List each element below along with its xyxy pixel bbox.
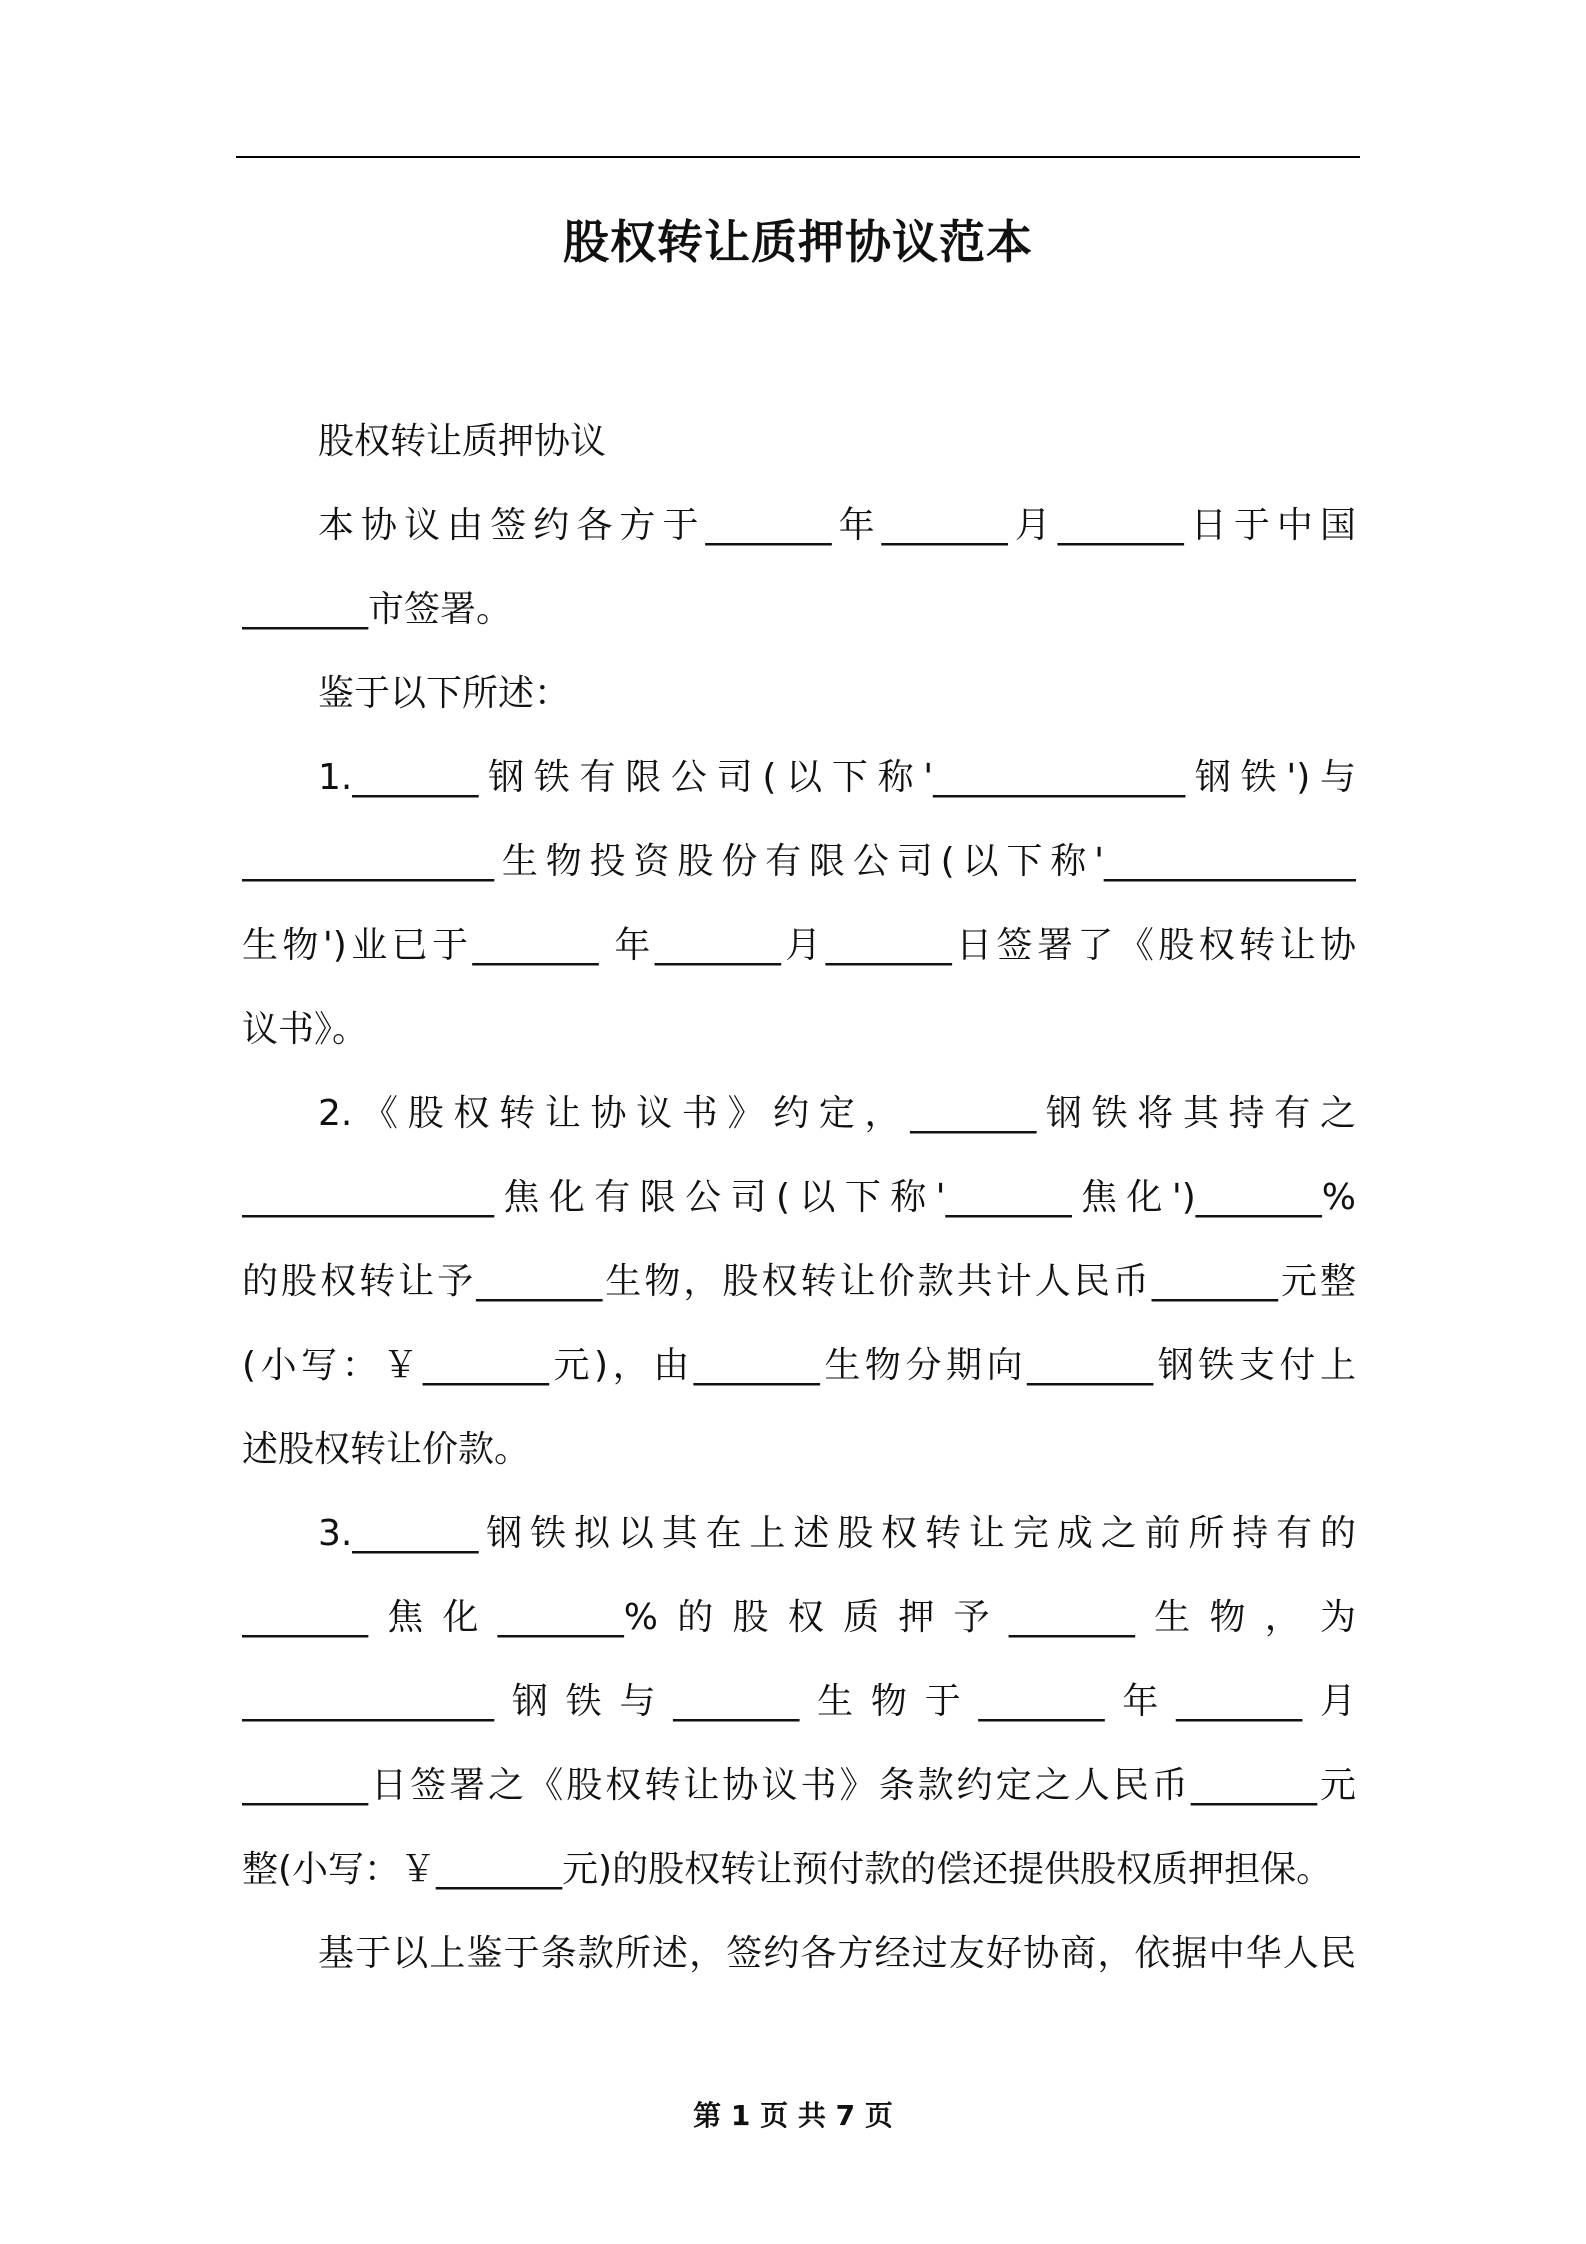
header-rule <box>236 156 1360 158</box>
paragraph-line: 3._______钢铁拟以其在上述股权转让完成之前所持有的 <box>318 1513 1356 1554</box>
paragraph-line: (小写：￥_______元)，由_______生物分期向_______钢铁支付上 <box>242 1345 1356 1386</box>
page-number: 第 1 页 共 7 页 <box>693 2099 893 2132</box>
paragraph-line: 1._______钢铁有限公司(以下称'______________钢铁')与 <box>318 757 1356 798</box>
document-title: 股权转让质押协议范本 <box>563 215 1033 269</box>
paragraph-line: 基于以上鉴于条款所述，签约各方经过友好协商，依据中华人民 <box>318 1933 1356 1974</box>
paragraph-line: 2.《股权转让协议书》约定，_______钢铁将其持有之 <box>318 1093 1356 1134</box>
paragraph-line: 生物')业已于_______ 年_______月_______日签署了《股权转让协 <box>242 925 1356 966</box>
paragraph-line: 议书》。 <box>242 1009 369 1050</box>
paragraph-line: _______日签署之《股权转让协议书》条款约定之人民币_______元 <box>242 1765 1356 1806</box>
paragraph-line: 述股权转让价款。 <box>242 1429 531 1470</box>
document-body <box>242 400 1356 1996</box>
paragraph-line: _______焦化_______%的股权质押予_______生物，为 <box>242 1597 1356 1638</box>
paragraph-line: ______________焦化有限公司(以下称'_______焦化')_______% <box>242 1177 1356 1218</box>
paragraph-line: ______________生物投资股份有限公司(以下称'______________ <box>242 841 1356 882</box>
paragraph-line: 的股权转让予_______生物，股权转让价款共计人民币_______元整 <box>242 1261 1356 1302</box>
paragraph-line: 整(小写：￥_______元)的股权转让预付款的偿还提供股权质押担保。 <box>242 1849 1333 1890</box>
paragraph-line: _______市签署。 <box>242 589 513 630</box>
paragraph-line: 本协议由签约各方于_______年_______月_______日于中国 <box>318 505 1356 546</box>
agreement-heading: 股权转让质押协议 <box>318 421 607 462</box>
paragraph-line: ______________钢铁与_______生物于_______年_______月 <box>242 1681 1356 1722</box>
paragraph-line: 鉴于以下所述： <box>318 673 571 714</box>
